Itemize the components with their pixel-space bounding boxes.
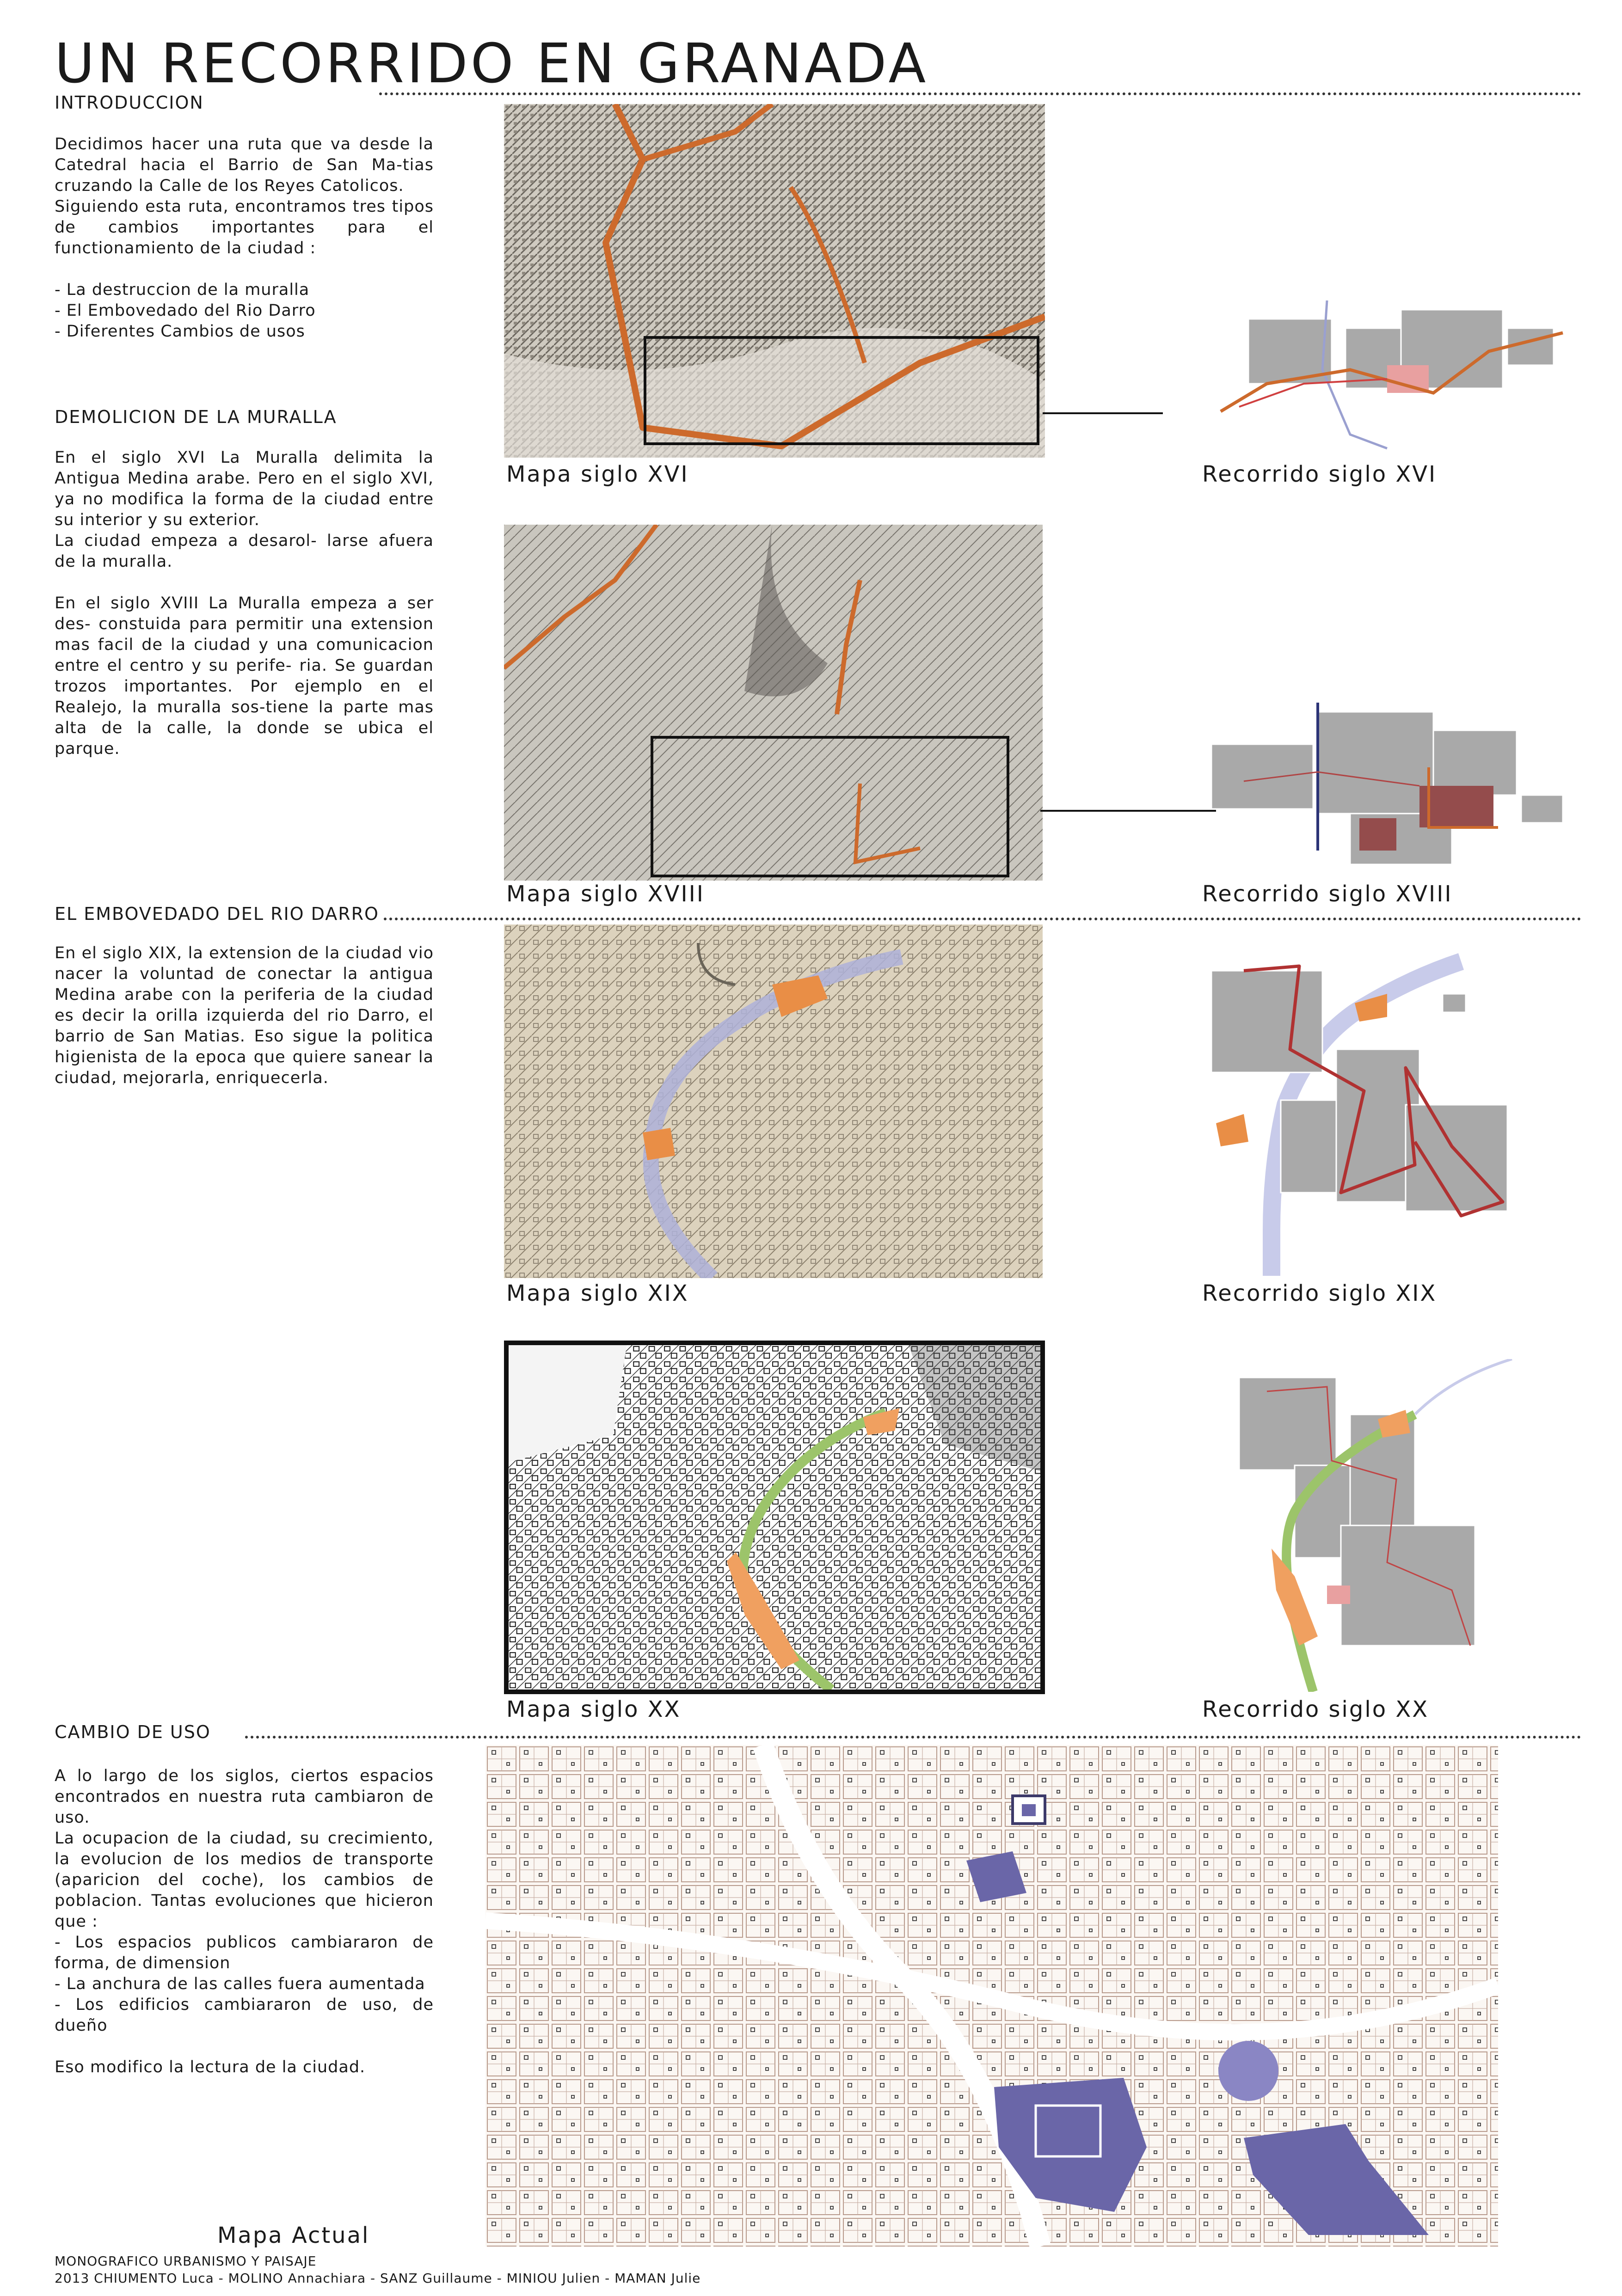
title-divider (379, 92, 1581, 95)
route-siglo-xix (1202, 952, 1549, 1276)
caption-route-xix: Recorrido siglo XIX (1202, 1280, 1437, 1306)
caption-map-xx: Mapa siglo XX (506, 1696, 681, 1722)
caption-route-xviii: Recorrido siglo XVIII (1202, 881, 1453, 907)
muralla-heading: DEMOLICION DE LA MURALLA (55, 407, 337, 427)
leader-line-xvi (1043, 412, 1163, 414)
route-siglo-xviii (1202, 703, 1567, 878)
mapa-actual (485, 1745, 1498, 2247)
map-siglo-xvi (504, 104, 1045, 458)
caption-map-xvi: Mapa siglo XVI (506, 461, 689, 487)
route-siglo-xvi (1211, 300, 1567, 458)
map-siglo-xix (504, 925, 1043, 1278)
footer-authors: 2013 CHIUMENTO Luca - MOLINO Annachiara - SANZ Guillaume - MINIOU Julien - MAMAN Julie (55, 2271, 701, 2286)
footer-course: MONOGRAFICO URBANISMO Y PAISAJE (55, 2253, 317, 2269)
uso-divider (245, 1736, 1581, 1739)
route-siglo-xx (1211, 1359, 1517, 1692)
leader-line-xviii (1040, 810, 1216, 812)
caption-map-xviii: Mapa siglo XVIII (506, 881, 705, 907)
caption-mapa-actual: Mapa Actual (217, 2223, 370, 2248)
darro-heading: EL EMBOVEDADO DEL RIO DARRO (55, 904, 379, 924)
caption-route-xx: Recorrido siglo XX (1202, 1696, 1429, 1722)
map-siglo-xviii (504, 525, 1043, 881)
intro-heading: INTRODUCCION (55, 92, 204, 113)
darro-divider (384, 918, 1581, 920)
page-title: UN RECORRIDO EN GRANADA (55, 31, 929, 95)
darro-text: En el siglo XIX, la extension de la ciudad vio nacer la voluntad de conectar la antigua Medina arabe con la periferia de la ciudad es decir la orilla izquierda del rio Darro, el barrio de San Matias. Eso sigue la politica higienista de la epoca que quiere sanear la ciudad, mejorarla, enriquecerla. (55, 944, 434, 1087)
uso-text: A lo largo de los siglos, ciertos espacios encontrados en nuestra ruta cambiaron de uso. La ocupacion de la ciudad, su crecimiento, la evolucion de los medios de transporte (aparicion del coche), los cambios de poblacion. Tantas evoluciones que hicieron que : - Los espacios publicos cambiararon de forma, de dimension - La anchura de las calles fuera aumentada - Los edificios cambiararon de uso, de dueño Eso modifico la lectura de la ciudad. (55, 1767, 434, 2076)
intro-text: Decidimos hacer una ruta que va desde la Catedral hacia el Barrio de San Ma-tias cruzando la Calle de los Reyes Catolicos. Siguiendo esta ruta, encontramos tres tipos de cambios importantes para el functionamiento de la ciudad : - La destruccion de la muralla - El Embovedado del Rio Darro - Diferentes Cambios de usos (55, 135, 434, 341)
map-siglo-xx (504, 1341, 1045, 1694)
caption-map-xix: Mapa siglo XIX (506, 1280, 689, 1306)
muralla-text: En el siglo XVI La Muralla delimita la Antigua Medina arabe. Pero en el siglo XVI, ya no modifica la forma de la ciudad entre su interior y su exterior. La ciudad empeza a desarol- larse afuera de la muralla. En el siglo XVIII La Muralla empeza a ser des- constuida para permitir una extension mas facil de la ciudad y una comunicacion entre el centro y su perife- ria. Se guardan trozos importantes. Por ejemplo en el Realejo, la muralla sos-tiene la parte mas alta de la calle, la donde se ubica el parque. (55, 448, 434, 758)
caption-route-xvi: Recorrido siglo XVI (1202, 461, 1437, 487)
uso-heading: CAMBIO DE USO (55, 1722, 211, 1742)
